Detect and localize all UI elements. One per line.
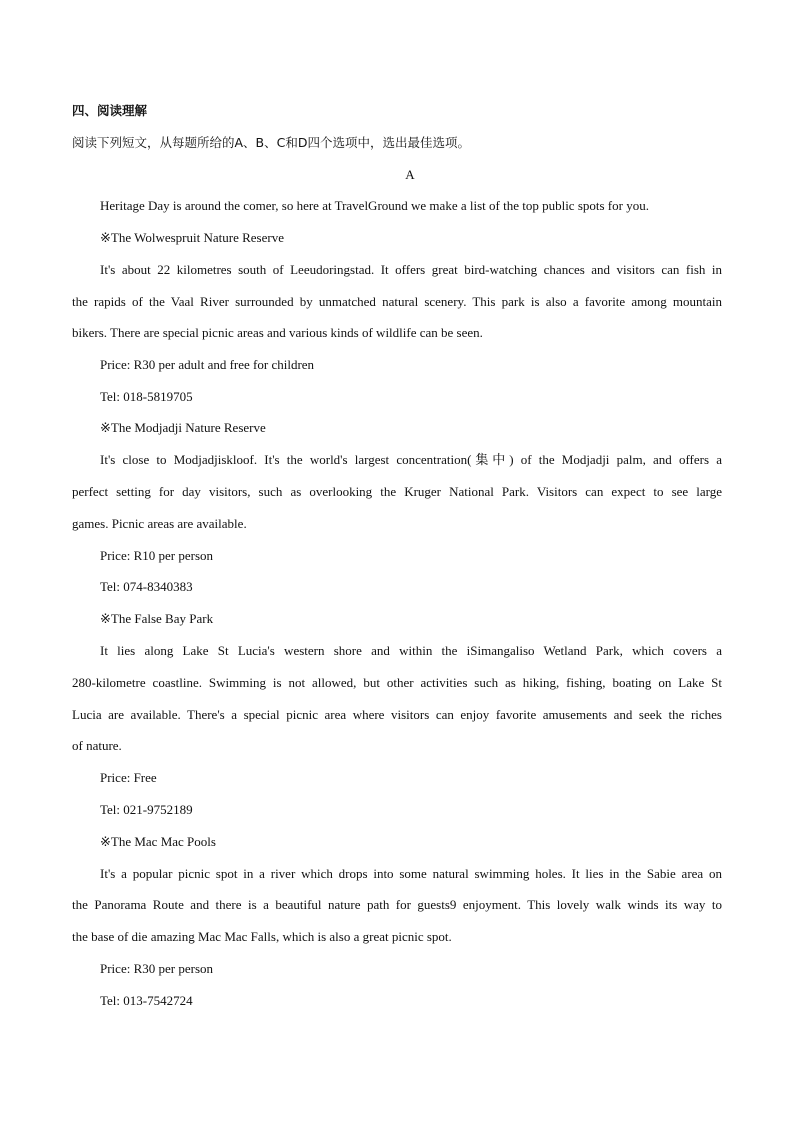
- passage-label: A: [405, 167, 415, 182]
- section-instruction: 阅读下列短文，从每题所给的A、B、C和D四个选项中，选出最佳选项。: [72, 135, 470, 150]
- spot-text-line: It's a popular picnic spot in a river which drops into some natural swimming holes. It lies in the Sabie area on: [100, 866, 722, 881]
- spot-tel: Tel: 021-9752189: [100, 802, 193, 817]
- intro-paragraph: Heritage Day is around the comer, so here at TravelGround we make a list of the top public spots for you.: [100, 198, 649, 213]
- spot-text-line: It lies along Lake St Lucia's western shore and within the iSimangaliso Wetland Park, which covers a: [100, 643, 722, 658]
- spot-price: Price: R30 per adult and free for children: [100, 357, 315, 372]
- spot-title: ※The False Bay Park: [100, 611, 214, 626]
- spot-tel: Tel: 013-7542724: [100, 993, 193, 1008]
- spot-text-line: of nature.: [72, 738, 122, 753]
- spot-text-line: the rapids of the Vaal River surrounded by unmatched natural scenery. This park is also a favorite among mountain: [72, 294, 722, 309]
- spot-text-line: It's close to Modjadjiskloof. It's the world's largest concentration(集中) of the Modjadji palm, and offers a: [100, 452, 722, 467]
- spot-title: ※The Mac Mac Pools: [100, 834, 216, 849]
- spot-price: Price: R30 per person: [100, 961, 214, 976]
- spot-tel: Tel: 018-5819705: [100, 389, 193, 404]
- spot-title: ※The Modjadji Nature Reserve: [100, 420, 266, 435]
- spot-text-line: the Panorama Route and there is a beautiful nature path for guests9 enjoyment. This lovely walk winds its way to: [72, 897, 722, 912]
- spot-text-line: It's about 22 kilometres south of Leeudoringstad. It offers great bird-watching chances and visitors can fish in: [100, 262, 722, 277]
- spot-text-line: 280-kilometre coastline. Swimming is not allowed, but other activities such as hiking, fishing, boating on Lake St: [72, 675, 722, 690]
- spot-text-line: perfect setting for day visitors, such as overlooking the Kruger National Park. Visitors can expect to see large: [72, 484, 722, 499]
- spot-text-line: games. Picnic areas are available.: [72, 516, 247, 531]
- spot-text-line: Lucia are available. There's a special picnic area where visitors can enjoy favorite amusements and seek the riches: [72, 707, 722, 722]
- spot-text-line: the base of die amazing Mac Mac Falls, which is also a great picnic spot.: [72, 929, 452, 944]
- section-heading: 四、阅读理解: [72, 103, 148, 118]
- spot-price: Price: R10 per person: [100, 548, 214, 563]
- spot-title: ※The Wolwespruit Nature Reserve: [100, 230, 284, 245]
- spot-text-line: bikers. There are special picnic areas and various kinds of wildlife can be seen.: [72, 325, 483, 340]
- spot-price: Price: Free: [100, 770, 157, 785]
- spot-tel: Tel: 074-8340383: [100, 579, 193, 594]
